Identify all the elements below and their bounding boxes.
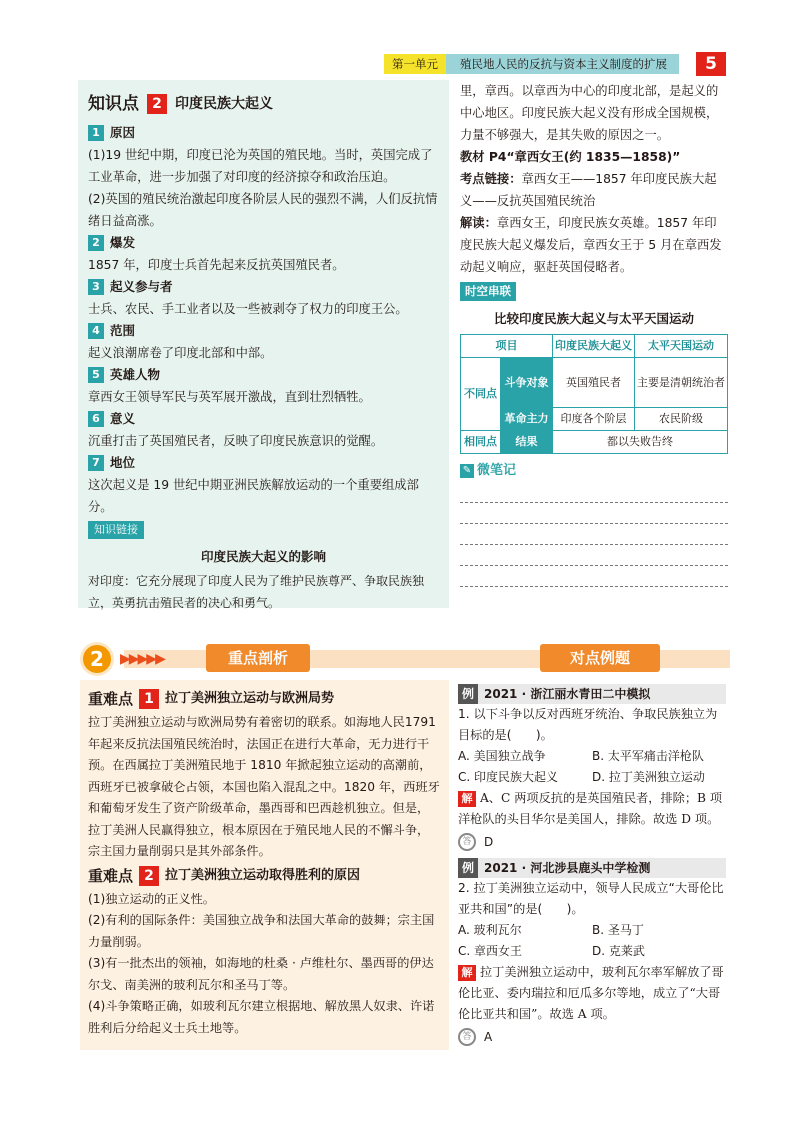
row-result: 结果 <box>501 431 553 454</box>
section-text: (1)19 世纪中期，印度已沦为英国的殖民地。当时，英国完成了工业革命，进一步加强了对印度的经济掠夺和政治压迫。 <box>88 148 433 184</box>
section-text: 这次起义是 19 世纪中期亚洲民族解放运动的一个重要组成部分。 <box>88 478 419 514</box>
example-answer <box>458 830 726 854</box>
option: D. 拉丁美洲独立运动 <box>592 770 705 784</box>
continued-text: 里，章西。以章西为中心的印度北部，是起义的中心地区。印度民族大起义没有形成全国规模，力量不够强大，是其失败的原因之一。 <box>460 84 719 142</box>
note-line <box>460 545 728 566</box>
knowledge-heading: 印度民族大起义 <box>175 96 273 112</box>
section-band <box>70 640 730 678</box>
key-point-heading: 拉丁美洲独立运动取得胜利的原因 <box>165 867 361 883</box>
section-number: 5 <box>88 367 104 383</box>
cell-force-taiping: 农民阶级 <box>635 408 728 431</box>
note-line <box>460 482 728 503</box>
section-text: 起义浪潮席卷了印度北部和中部。 <box>88 346 273 360</box>
example-options <box>458 746 726 788</box>
section-title: 爆发 <box>110 235 136 250</box>
key-point-label: 重难点 <box>88 690 134 708</box>
explanation-text: A、C 两项反抗的是英国殖民者，排除；B 项洋枪队的头目华尔是美国人，排除。故选 D 项。 <box>458 791 723 826</box>
section-heading <box>88 320 439 342</box>
pencil-icon: ✎ <box>460 464 474 478</box>
knowledge-sections <box>88 122 439 518</box>
section-text: 章西女王领导军民与英军展开激战，直到壮烈牺牲。 <box>88 390 371 404</box>
explanation-text: 拉丁美洲独立运动中，玻利瓦尔率军解放了哥伦比亚、委内瑞拉和厄瓜多尔等地，成立了“大哥伦比亚共和国”。故选 A 项。 <box>458 965 724 1021</box>
answer-value: A <box>484 1030 493 1044</box>
section-title: 范围 <box>110 323 136 338</box>
key-point-number: 2 <box>139 866 159 886</box>
example-question: 1. 以下斗争以反对西班牙统治、争取民族独立为目标的是( )。 <box>458 707 718 742</box>
analysis-box <box>80 680 449 1050</box>
row-force: 革命主力 <box>501 408 553 431</box>
key-point-text: (1)独立运动的正义性。 <box>88 891 215 906</box>
jiedu-label: 解读： <box>460 216 497 230</box>
key-point-text: (4)斗争策略正确，如玻利瓦尔建立根据地、解放黑人奴隶、许诺胜利后分给起义士兵土地等。 <box>88 999 435 1035</box>
exam-link <box>460 168 728 212</box>
key-point-label: 重难点 <box>88 866 134 885</box>
example-tag: 例 <box>458 684 478 704</box>
row-diff: 不同点 <box>461 358 501 431</box>
option: B. 圣马丁 <box>592 923 644 937</box>
section-heading <box>88 122 439 144</box>
section-title: 原因 <box>110 125 136 140</box>
knowledge-title <box>88 86 439 122</box>
page-number: 5 <box>696 52 726 76</box>
timeline-badge: 时空串联 <box>460 282 516 301</box>
note-line <box>460 524 728 545</box>
cell-target-india: 英国殖民者 <box>553 358 635 408</box>
cell-force-india: 印度各个阶层 <box>553 408 635 431</box>
section-text: 1857 年，印度士兵首先起来反抗英国殖民者。 <box>88 258 345 272</box>
section-heading <box>88 364 439 386</box>
section-heading <box>88 232 439 254</box>
key-point-title <box>88 863 441 889</box>
right-column <box>460 80 728 587</box>
example-question: 2. 拉丁美洲独立运动中，领导人民成立“大哥伦比亚共和国”的是( )。 <box>458 881 724 916</box>
example-explanation <box>458 788 726 830</box>
exam-link-label: 考点链接： <box>460 172 522 186</box>
link-text: 对印度：它充分展现了印度人民为了维护民族尊严、争取民族独立，英勇抗击殖民者的决心和勇气。 <box>88 574 425 610</box>
section-title: 地位 <box>110 455 136 470</box>
key-point-number: 1 <box>139 689 159 709</box>
example-item <box>458 858 726 1049</box>
analysis-items <box>88 686 441 1039</box>
section-heading <box>88 276 439 298</box>
key-point-text: (2)有利的国际条件：美国独立战争和法国大革命的鼓舞；宗主国力量削弱。 <box>88 913 435 949</box>
examples-column <box>458 684 726 1053</box>
jiedu <box>460 212 728 278</box>
section-number: 1 <box>88 125 104 141</box>
section-number: 2 <box>80 642 114 676</box>
option: D. 克莱武 <box>592 944 645 958</box>
section-number: 4 <box>88 323 104 339</box>
row-same: 相同点 <box>461 431 501 454</box>
knowledge-number: 2 <box>147 94 167 114</box>
th-india: 印度民族大起义 <box>553 335 635 358</box>
explanation-icon: 解 <box>458 965 476 981</box>
note-text: 微笔记 <box>477 463 517 478</box>
section-number: 3 <box>88 279 104 295</box>
example-tag: 例 <box>458 858 478 878</box>
option: A. 玻利瓦尔 <box>458 923 522 937</box>
note-label <box>460 460 516 482</box>
section-title: 起义参与者 <box>110 279 173 294</box>
tab-examples: 对点例题 <box>540 644 660 672</box>
link-title: 印度民族大起义的影响 <box>200 549 326 564</box>
exam-link-text: 章西女王——1857 年印度民族大起义——反抗英国殖民统治 <box>460 172 717 208</box>
cell-result: 都以失败告终 <box>553 431 728 454</box>
example-source: 2021 · 河北涉县鹿头中学检测 <box>484 861 651 875</box>
section-number: 7 <box>88 455 104 471</box>
option: B. 太平军痛击洋枪队 <box>592 749 704 763</box>
unit-label: 第一单元 <box>384 54 446 74</box>
knowledge-label: 知识点 <box>88 94 139 114</box>
jiedu-text: 章西女王，印度民族女英雄。1857 年印度民族大起义爆发后，章西女王于 5 月在章西发动起义响应，驱赶英国侵略者。 <box>460 216 722 274</box>
note-line <box>460 503 728 524</box>
option: C. 印度民族大起义 <box>458 770 559 784</box>
unit-title: 殖民地人民的反抗与资本主义制度的扩展 <box>446 54 679 74</box>
section-number: 6 <box>88 411 104 427</box>
example-header <box>458 684 726 704</box>
row-target: 斗争对象 <box>501 358 553 408</box>
th-item: 项目 <box>461 335 553 358</box>
section-title: 意义 <box>110 411 136 426</box>
example-header <box>458 858 726 878</box>
section-heading <box>88 408 439 430</box>
key-point-text: 拉丁美洲独立运动与欧洲局势有着密切的联系。如海地人民1791 年起来反抗法国殖民统治时，法国正在进行大革命，无力进行干预。在西属拉丁美洲殖民地于 1810 年掀起独立运动的高潮前，西班牙已被拿破仑占领，本国也陷入混乱之中。1820 年，西班牙和葡萄牙发生了资产阶级革命，墨西哥和巴西趁机独立。但是，拉丁美洲人民赢得独立，根本原因在于殖民地人民的不懈斗争，宗主国力量削弱只是其外部条件。 <box>88 715 440 858</box>
knowledge-link-badge: 知识链接 <box>88 521 144 539</box>
tab-analysis: 重点剖析 <box>206 644 310 672</box>
example-options <box>458 920 726 962</box>
example-source: 2021 · 浙江丽水青田二中模拟 <box>484 687 651 701</box>
table-title: 比较印度民族大起义与太平天国运动 <box>493 311 694 326</box>
knowledge-box <box>78 80 449 608</box>
explanation-icon: 解 <box>458 791 476 807</box>
comparison-table <box>460 334 728 454</box>
option: A. 美国独立战争 <box>458 749 546 763</box>
key-point-title <box>88 686 441 712</box>
example-explanation <box>458 962 726 1025</box>
section-number: 2 <box>88 235 104 251</box>
section-title: 英雄人物 <box>110 367 161 382</box>
answer-value: D <box>484 835 494 849</box>
page-header <box>384 54 717 74</box>
textbook-ref: 教材 P4“章西女王(约 1835—1858)” <box>460 150 681 164</box>
key-point-text: (3)有一批杰出的领袖，如海地的杜桑 · 卢维杜尔、墨西哥的伊达尔戈、南美洲的玻利瓦尔和圣马丁等。 <box>88 956 434 992</box>
cell-target-taiping: 主要是清朝统治者 <box>635 358 728 408</box>
example-answer <box>458 1025 726 1049</box>
answer-icon: 答 <box>458 833 476 851</box>
section-text: (2)英国的殖民统治激起印度各阶层人民的强烈不满，人们反抗情绪日益高涨。 <box>88 192 438 228</box>
section-text: 沉重打击了英国殖民者，反映了印度民族意识的觉醒。 <box>88 434 384 448</box>
th-taiping: 太平天国运动 <box>635 335 728 358</box>
section-heading <box>88 452 439 474</box>
arrows-icon: ▶▶▶▶▶ <box>120 651 164 667</box>
section-text: 士兵、农民、手工业者以及一些被剥夺了权力的印度王公。 <box>88 302 408 316</box>
key-point-heading: 拉丁美洲独立运动与欧洲局势 <box>165 691 335 706</box>
option: C. 章西女王 <box>458 944 523 958</box>
example-item <box>458 684 726 854</box>
note-line <box>460 566 728 587</box>
answer-icon: 答 <box>458 1028 476 1046</box>
